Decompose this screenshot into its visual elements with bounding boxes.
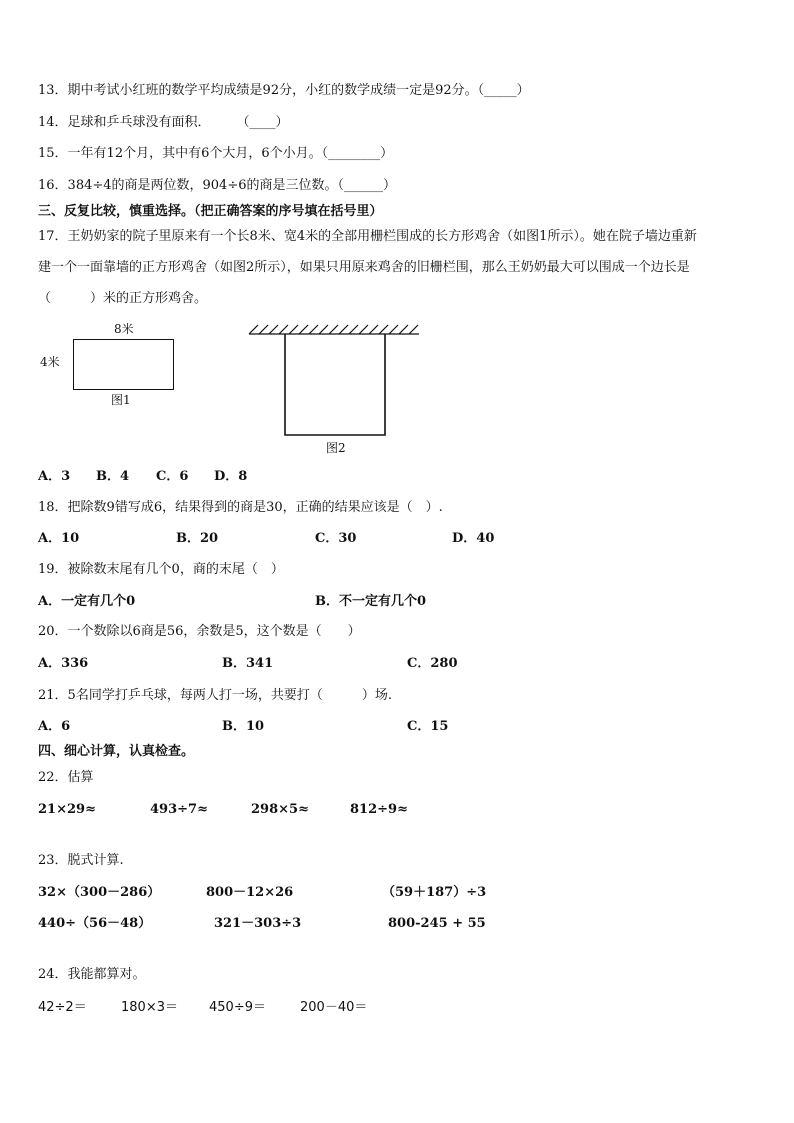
q17-option-b: B．4 bbox=[96, 469, 130, 484]
q20-option-a: A．336 bbox=[38, 656, 89, 671]
figure-1-caption: 图1 bbox=[111, 393, 131, 407]
q17-option-a: A．3 bbox=[38, 469, 71, 484]
section-heading-calculation: 四、细心计算，认真检查。 bbox=[38, 744, 195, 759]
question-15: 15．一年有12个月，其中有6个大月，6个小月。（________） bbox=[38, 146, 394, 161]
question-17-line1: 17．王奶奶家的院子里原来有一个长8米、宽4米的全部用栅栏围成的长方形鸡舍（如图1所示）。她在院子墙边重新 bbox=[38, 229, 697, 244]
figure-1-width-label: 4米 bbox=[40, 355, 60, 369]
step-calc-2: 800－12×26 bbox=[206, 885, 294, 900]
question-19: 19．被除数末尾有几个0，商的末尾（ ） bbox=[38, 562, 284, 577]
question-14: 14．足球和乒乓球没有面积． （____） bbox=[38, 115, 289, 130]
question-18: 18．把除数9错写成6，结果得到的商是30，正确的结果应该是（ ）. bbox=[38, 500, 443, 515]
question-22: 22．估算 bbox=[38, 770, 94, 785]
question-16: 16．384÷4的商是两位数，904÷6的商是三位数。（______） bbox=[38, 178, 396, 193]
question-23: 23．脱式计算. bbox=[38, 853, 124, 868]
q20-option-b: B．341 bbox=[222, 656, 274, 671]
q18-option-a: A．10 bbox=[38, 531, 80, 546]
q17-option-d: D．8 bbox=[214, 469, 248, 484]
estimate-item-3: 298×5≈ bbox=[251, 802, 309, 817]
mental-calc-3: 450÷9＝ bbox=[209, 1000, 266, 1015]
figure-2-wall-square bbox=[245, 320, 423, 438]
figure-1-rectangle bbox=[73, 339, 174, 390]
q17-option-c: C．6 bbox=[156, 469, 189, 484]
question-24: 24．我能都算对。 bbox=[38, 967, 146, 982]
mental-calc-1: 42÷2＝ bbox=[38, 1000, 87, 1015]
q19-option-a: A．一定有几个0 bbox=[38, 594, 136, 609]
figure-1-length-label: 8米 bbox=[114, 322, 134, 336]
q20-option-c: C．280 bbox=[407, 656, 458, 671]
step-calc-6: 800-245 + 55 bbox=[388, 916, 486, 931]
estimate-item-1: 21×29≈ bbox=[38, 802, 96, 817]
q21-option-c: C．15 bbox=[407, 719, 449, 734]
question-17-line3: （ ）米的正方形鸡舍。 bbox=[38, 291, 208, 306]
question-13: 13．期中考试小红班的数学平均成绩是92分，小红的数学成绩一定是92分。（_____） bbox=[38, 83, 530, 98]
step-calc-1: 32×（300－286） bbox=[38, 885, 161, 900]
figure-2-caption: 图2 bbox=[326, 441, 346, 455]
q18-option-d: D．40 bbox=[452, 531, 495, 546]
question-20: 20．一个数除以6商是56，余数是5，这个数是（ ） bbox=[38, 624, 361, 639]
step-calc-4: 440÷（56－48） bbox=[38, 916, 152, 931]
question-17-line2: 建一个一面靠墙的正方形鸡舍（如图2所示），如果只用原来鸡舍的旧栅栏围，那么王奶奶最大可以围成一个边长是 bbox=[38, 260, 690, 275]
section-heading-choice: 三、反复比较，慎重选择。（把正确答案的序号填在括号里） bbox=[38, 204, 383, 219]
q18-option-b: B．20 bbox=[176, 531, 219, 546]
q21-option-a: A．6 bbox=[38, 719, 71, 734]
mental-calc-2: 180×3＝ bbox=[121, 1000, 178, 1015]
estimate-item-4: 812÷9≈ bbox=[350, 802, 408, 817]
step-calc-3: （59＋187）÷3 bbox=[382, 885, 487, 900]
step-calc-5: 321－303÷3 bbox=[214, 916, 302, 931]
q19-option-b: B．不一定有几个0 bbox=[315, 594, 427, 609]
mental-calc-4: 200－40＝ bbox=[300, 1000, 368, 1015]
q21-option-b: B．10 bbox=[222, 719, 265, 734]
estimate-item-2: 493÷7≈ bbox=[150, 802, 208, 817]
question-21: 21．5名同学打乒乓球，每两人打一场，共要打（ ）场. bbox=[38, 688, 392, 703]
q18-option-c: C．30 bbox=[315, 531, 357, 546]
